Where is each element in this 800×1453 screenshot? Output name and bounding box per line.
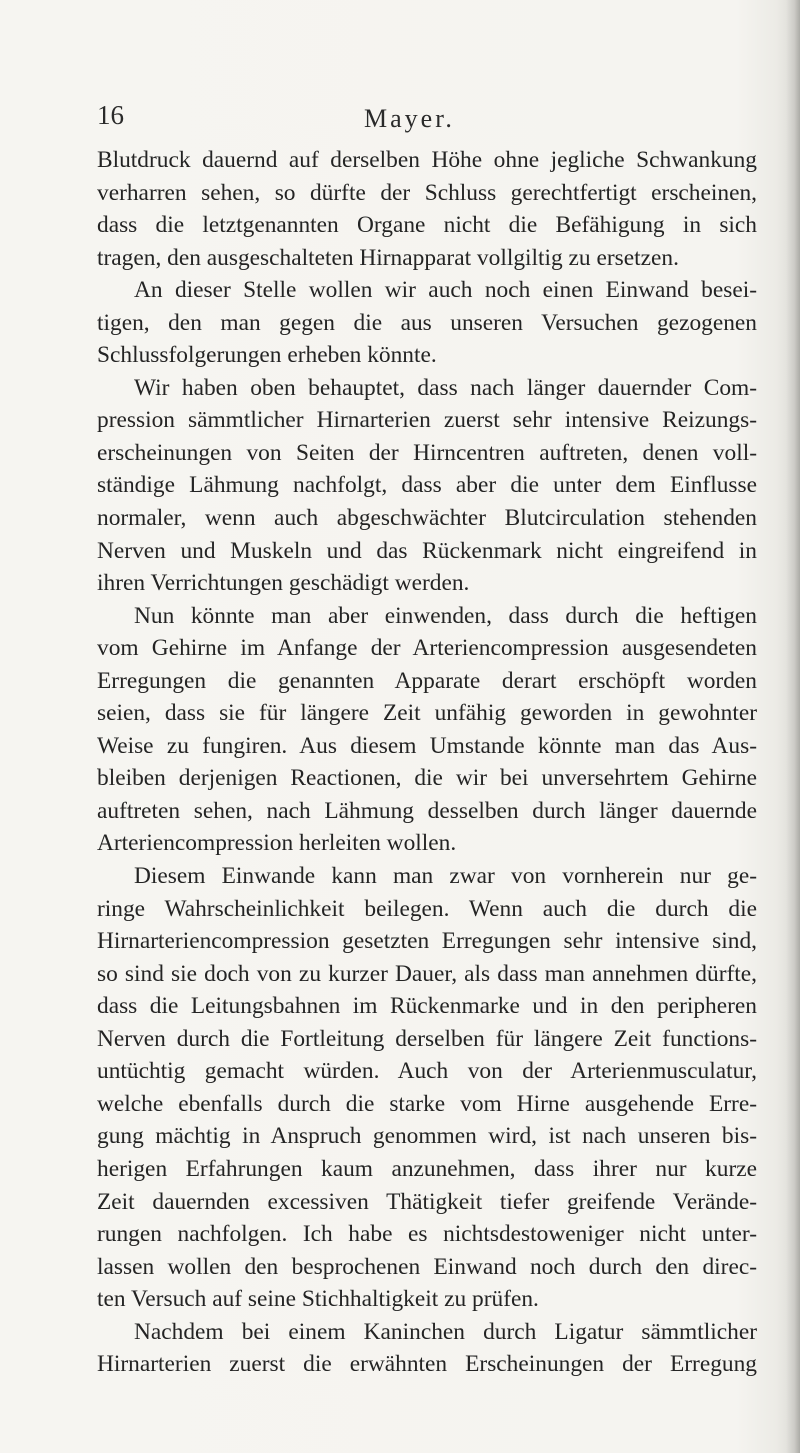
page-edge-shadow xyxy=(786,0,800,1453)
text-line: auftreten sehen, nach Lähmung desselben durch länger dauernde xyxy=(97,797,757,824)
text-line: rungen nachfolgen. Ich habe es nichtsdestoweniger nicht unter- xyxy=(97,1221,757,1248)
paragraph-start-line: An dieser Stelle wollen wir auch noch einen Einwand besei- xyxy=(134,277,757,304)
text-line: Arteriencompression herleiten wollen. xyxy=(97,830,457,857)
text-line: seien, dass sie für längere Zeit unfähig geworden in gewohnter xyxy=(97,700,757,727)
text-line: Nerven und Muskeln und das Rückenmark nicht eingreifend in xyxy=(97,537,757,564)
text-line: Schlussfolgerungen erheben könnte. xyxy=(97,342,437,369)
text-line: ringe Wahrscheinlichkeit beilegen. Wenn auch die durch die xyxy=(97,895,757,922)
paragraph-start-line: Nachdem bei einem Kaninchen durch Ligatur sämmtlicher xyxy=(134,1318,757,1345)
text-line: lassen wollen den besprochenen Einwand noch durch den direc- xyxy=(97,1253,757,1280)
text-line: ten Versuch auf seine Stichhaltigkeit zu prüfen. xyxy=(97,1286,539,1313)
text-line: ständige Lähmung nachfolgt, dass aber die unter dem Einflusse xyxy=(97,472,757,499)
body-text xyxy=(97,144,757,1381)
text-line: tragen, den ausgeschalteten Hirnapparat vollgiltig zu ersetzen. xyxy=(97,244,679,271)
text-line: bleiben derjenigen Reactionen, die wir bei unversehrtem Gehirne xyxy=(97,765,757,792)
page-number: 16 xyxy=(97,100,124,130)
text-line: vom Gehirne im Anfange der Arteriencompression ausgesendeten xyxy=(97,635,757,662)
paragraph-start-line: Nun könnte man aber einwenden, dass durch die heftigen xyxy=(134,602,757,629)
text-line: Erregungen die genannten Apparate derart erschöpft worden xyxy=(97,667,757,694)
text-line: gung mächtig in Anspruch genommen wird, ist nach unseren bis- xyxy=(97,1123,757,1150)
text-line: herigen Erfahrungen kaum anzunehmen, dass ihrer nur kurze xyxy=(97,1155,757,1182)
text-line: Zeit dauernden excessiven Thätigkeit tiefer greifende Verände- xyxy=(97,1188,757,1215)
text-line: Weise zu fungiren. Aus diesem Umstande könnte man das Aus- xyxy=(97,732,757,759)
paragraph-start-line: Wir haben oben behauptet, dass nach länger dauernder Com- xyxy=(134,374,757,401)
text-line: dass die letztgenannten Organe nicht die Befähigung in sich xyxy=(97,212,757,239)
text-line: welche ebenfalls durch die starke vom Hirne ausgehende Erre- xyxy=(97,1090,757,1117)
text-line: erscheinungen von Seiten der Hirncentren auftreten, denen voll- xyxy=(97,439,757,466)
text-line: pression sämmtlicher Hirnarterien zuerst sehr intensive Reizungs- xyxy=(97,407,757,434)
text-line: normaler, wenn auch abgeschwächter Blutcirculation stehenden xyxy=(97,505,757,532)
text-line: untüchtig gemacht würden. Auch von der Arterienmusculatur, xyxy=(97,1058,757,1085)
paragraph-start-line: Diesem Einwande kann man zwar von vornherein nur ge- xyxy=(134,863,757,890)
text-line: Nerven durch die Fortleitung derselben für längere Zeit functions- xyxy=(97,1025,757,1052)
text-line: so sind sie doch von zu kurzer Dauer, als dass man annehmen dürfte, xyxy=(97,960,757,987)
text-line: verharren sehen, so dürfte der Schluss gerechtfertigt erscheinen, xyxy=(97,179,757,206)
text-line: tigen, den man gegen die aus unseren Versuchen gezogenen xyxy=(97,309,757,336)
text-line: Hirnarterien zuerst die erwähnten Erscheinungen der Erregung xyxy=(97,1351,757,1378)
text-line: ihren Verrichtungen geschädigt werden. xyxy=(97,570,470,597)
text-line: Hirnarteriencompression gesetzten Erregungen sehr intensive sind, xyxy=(97,928,757,955)
text-line: dass die Leitungsbahnen im Rückenmarke und in den peripheren xyxy=(97,993,757,1020)
text-line: Blutdruck dauernd auf derselben Höhe ohne jegliche Schwankung xyxy=(97,147,757,173)
running-head: Mayer. xyxy=(364,104,455,133)
